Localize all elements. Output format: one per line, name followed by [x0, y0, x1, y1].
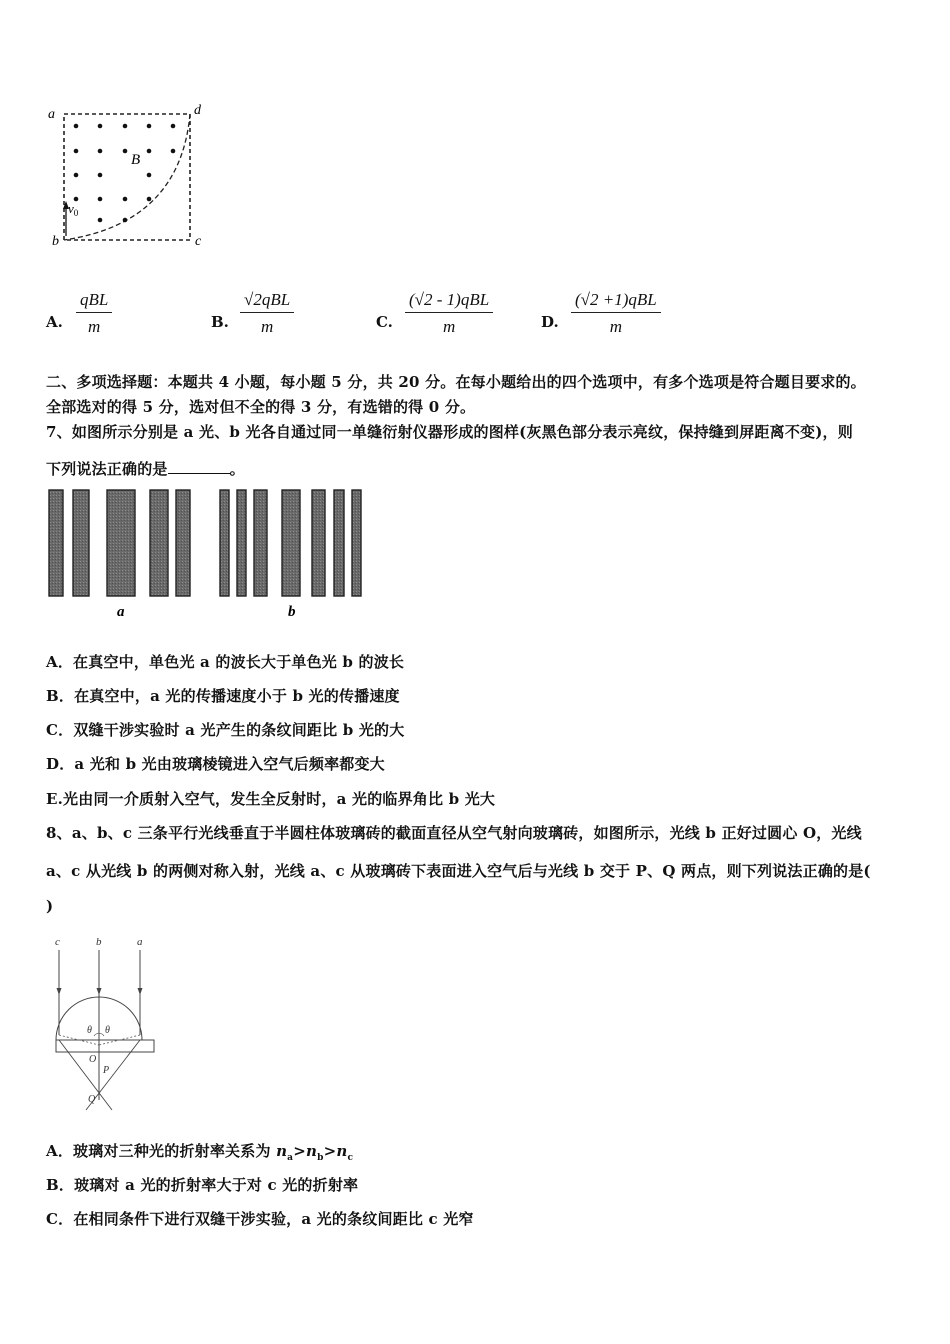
q7-option-a: A．在真空中，单色光 a 的波长大于单色光 b 的波长	[46, 653, 405, 671]
diffraction-pattern-figure	[44, 486, 374, 626]
corner-label-c: c	[195, 234, 202, 249]
q8-option-a: A．玻璃对三种光的折射率关系为 $n_a>n_b>n_c$	[46, 1142, 354, 1163]
pattern-b-label: b	[288, 604, 296, 620]
ray-label-a: a	[137, 936, 143, 948]
option-a-letter: A.	[46, 313, 63, 331]
option-d-fraction: (√2 +1)qBL m	[571, 290, 661, 337]
option-b-letter: B.	[211, 313, 229, 331]
section-heading-line1: 二、多项选择题：本题共 4 小题，每小题 5 分，共 20 分。在每小题给出的四个选项中，有多个选项是符合题目要求的。	[46, 373, 866, 391]
ray-label-b: b	[96, 936, 102, 948]
corner-label-d: d	[194, 103, 201, 118]
pattern-a-fringes	[49, 490, 190, 596]
q8-stem-line1: 8、a、b、c 三条平行光线垂直于半圆柱体玻璃砖的截面直径从空气射向玻璃砖，如图所示，光线 b 正好过圆心 O，光线	[46, 824, 862, 842]
q7-option-b: B．在真空中，a 光的传播速度小于 b 光的传播速度	[46, 687, 400, 705]
section-heading-line2: 全部选对的得 5 分，选对但不全的得 3 分，有选错的得 0 分。	[46, 398, 476, 416]
q8-option-c: C．在相同条件下进行双缝干涉实验，a 光的条纹间距比 c 光窄	[46, 1210, 474, 1228]
option-a-fraction: qBL m	[76, 290, 112, 337]
field-dots	[74, 124, 176, 223]
q7-option-e: E.光由同一介质射入空气，发生全反射时，a 光的临界角比 b 光大	[46, 790, 496, 808]
corner-label-b: b	[52, 234, 59, 249]
option-c-letter: C.	[376, 313, 393, 331]
semicircle-glass-figure	[44, 930, 174, 1115]
corner-label-a: a	[48, 107, 55, 122]
q8-stem-line3: )	[46, 897, 54, 915]
option-c-fraction: (√2 - 1)qBL m	[405, 290, 493, 337]
point-label-Q: Q	[88, 1094, 96, 1105]
center-label-O: O	[89, 1054, 97, 1065]
pattern-a-label: a	[117, 604, 125, 620]
angle-theta-left: θ	[87, 1025, 92, 1036]
q7-stem-line2: 下列说法正确的是 。	[46, 460, 245, 478]
field-label-B: B	[131, 152, 141, 168]
q7-stem-line1: 7、如图所示分别是 a 光、b 光各自通过同一单缝衍射仪器形成的图样(灰黑色部分表示亮纹，保持缝到屏距离不变)，则	[46, 423, 853, 441]
velocity-label: $v_0$	[68, 201, 79, 218]
q8-option-b: B．玻璃对 a 光的折射率大于对 c 光的折射率	[46, 1176, 359, 1194]
ray-label-c: c	[55, 936, 60, 948]
glass-base	[56, 1040, 154, 1052]
q7-option-d: D．a 光和 b 光由玻璃棱镜进入空气后频率都变大	[46, 755, 385, 773]
option-d-letter: D.	[541, 313, 559, 331]
option-b-fraction: √2qBL m	[240, 290, 294, 337]
pattern-b-fringes	[220, 490, 361, 596]
q8-stem-line2: a、c 从光线 b 的两侧对称入射，光线 a、c 从玻璃砖下表面进入空气后与光线 b 交于 P、Q 两点，则下列说法正确的是(	[46, 862, 871, 880]
magnetic-field-figure	[40, 98, 220, 253]
q7-option-c: C．双缝干涉实验时 a 光产生的条纹间距比 b 光的大	[46, 721, 405, 739]
point-label-P: P	[103, 1065, 110, 1076]
answer-blank	[168, 459, 230, 474]
angle-theta-right: θ	[105, 1025, 110, 1036]
